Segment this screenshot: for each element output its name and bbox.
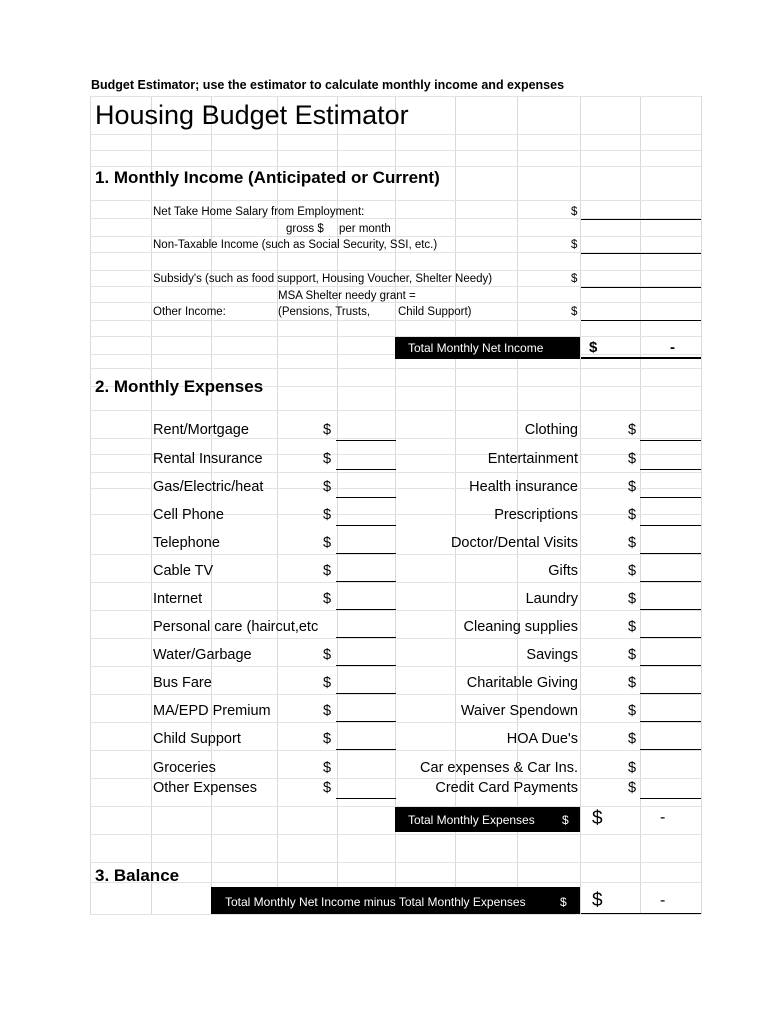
grid-row-line xyxy=(90,236,701,237)
expense-right-currency: $ xyxy=(628,780,637,796)
expense-right-input-line[interactable] xyxy=(640,469,701,470)
balance-value: - xyxy=(660,892,666,909)
grid-row-line xyxy=(90,862,701,863)
grid-row-line xyxy=(90,150,701,151)
page-title: Housing Budget Estimator xyxy=(95,100,409,130)
total-expenses-currency: $ xyxy=(592,808,603,829)
expense-left-input-line[interactable] xyxy=(336,525,396,526)
grid-row-line xyxy=(90,778,701,779)
expense-right-label: Car expenses & Car Ins. xyxy=(420,760,578,776)
expense-right-input-line[interactable] xyxy=(640,609,701,610)
expense-right-currency: $ xyxy=(628,507,637,523)
expense-left-input-line[interactable] xyxy=(336,798,396,799)
subsidy-input-line[interactable] xyxy=(581,287,701,288)
expense-right-currency: $ xyxy=(628,619,637,635)
expense-left-label: Cell Phone xyxy=(153,507,224,523)
expense-left-label: Telephone xyxy=(153,535,220,551)
expense-left-input-line[interactable] xyxy=(336,497,396,498)
expense-right-currency: $ xyxy=(628,760,637,776)
grid-row-line xyxy=(90,472,701,473)
total-income-currency: $ xyxy=(589,339,598,356)
grid-row-line xyxy=(90,96,701,97)
expense-right-label: Savings xyxy=(526,647,578,663)
other-income-label: Other Income: xyxy=(153,306,226,318)
expense-right-currency: $ xyxy=(628,535,637,551)
expense-right-label: Waiver Spendown xyxy=(460,703,578,719)
expense-left-currency: $ xyxy=(323,760,332,776)
expense-left-currency: $ xyxy=(323,703,332,719)
nontaxable-label: Non-Taxable Income (such as Social Security, SSI, etc.) xyxy=(153,239,438,251)
salary-input-line[interactable] xyxy=(581,219,701,220)
expense-right-input-line[interactable] xyxy=(640,665,701,666)
expense-right-currency: $ xyxy=(628,647,637,663)
expense-left-label: Child Support xyxy=(153,731,241,747)
expense-left-label: Water/Garbage xyxy=(153,647,252,663)
expense-right-label: Gifts xyxy=(548,563,578,579)
grid-row-line xyxy=(90,638,701,639)
total-income-label-box xyxy=(395,337,580,359)
msa-label: MSA Shelter needy grant = xyxy=(278,290,416,302)
expense-left-label: Groceries xyxy=(153,760,216,776)
expense-left-currency: $ xyxy=(323,591,332,607)
balance-label-box xyxy=(211,887,580,914)
expense-left-label: Cable TV xyxy=(153,563,214,579)
expense-left-currency: $ xyxy=(323,422,332,438)
other-income-input-line[interactable] xyxy=(581,320,701,321)
grid-column-line xyxy=(701,96,702,914)
expense-right-input-line[interactable] xyxy=(640,525,701,526)
expense-left-label: Bus Fare xyxy=(153,675,212,691)
salary-label: Net Take Home Salary from Employment: xyxy=(153,206,365,218)
expense-right-input-line[interactable] xyxy=(640,798,701,799)
expenses-heading: 2. Monthly Expenses xyxy=(95,377,264,396)
other-income-currency: $ xyxy=(571,306,578,318)
expense-right-currency: $ xyxy=(628,451,637,467)
grid-row-line xyxy=(90,134,701,135)
balance-label: Total Monthly Net Income minus Total Monthly Expenses xyxy=(225,895,526,909)
expense-right-currency: $ xyxy=(628,591,637,607)
expense-right-input-line[interactable] xyxy=(640,553,701,554)
salary-currency: $ xyxy=(571,206,578,218)
expense-left-input-line[interactable] xyxy=(336,469,396,470)
expense-right-label: Entertainment xyxy=(487,451,578,467)
gross-label: gross $ xyxy=(286,223,324,235)
expense-right-label: Credit Card Payments xyxy=(435,780,578,796)
grid-row-line xyxy=(90,834,701,835)
expense-left-label: Personal care (haircut,etc xyxy=(153,619,319,635)
expense-left-label: Rent/Mortgage xyxy=(153,422,249,438)
expense-left-label: Rental Insurance xyxy=(153,451,263,467)
page-caption: Budget Estimator; use the estimator to calculate monthly income and expenses xyxy=(91,78,565,92)
grid-row-line xyxy=(90,270,701,271)
expense-left-input-line[interactable] xyxy=(336,609,396,610)
grid-row-line xyxy=(90,694,701,695)
balance-heading: 3. Balance xyxy=(95,866,180,885)
total-expenses-box-currency: $ xyxy=(562,813,569,827)
expense-right-currency: $ xyxy=(628,731,637,747)
grid-row-line xyxy=(90,302,701,303)
grid-row-line xyxy=(90,166,701,167)
expense-right-label: Doctor/Dental Visits xyxy=(450,535,578,551)
expense-left-currency: $ xyxy=(323,507,332,523)
expense-right-currency: $ xyxy=(628,703,637,719)
expense-right-input-line[interactable] xyxy=(640,693,701,694)
nontaxable-input-line[interactable] xyxy=(581,253,701,254)
expense-right-currency: $ xyxy=(628,563,637,579)
expense-left-currency: $ xyxy=(323,563,332,579)
pensions-label: (Pensions, Trusts, xyxy=(278,306,371,318)
nontaxable-currency: $ xyxy=(571,239,578,251)
expense-left-label: MA/EPD Premium xyxy=(153,703,271,719)
expense-right-input-line[interactable] xyxy=(640,440,701,441)
subsidy-currency: $ xyxy=(571,273,578,285)
grid-row-line xyxy=(90,582,701,583)
expense-left-currency: $ xyxy=(323,479,332,495)
expense-left-label: Other Expenses xyxy=(153,780,257,796)
expense-left-input-line[interactable] xyxy=(336,749,396,750)
expense-left-input-line[interactable] xyxy=(336,581,396,582)
grid-row-line xyxy=(90,666,701,667)
grid-row-line xyxy=(90,610,701,611)
total-income-value: - xyxy=(670,339,675,356)
expense-left-label: Gas/Electric/heat xyxy=(153,479,264,495)
grid-row-line xyxy=(90,882,701,883)
grid-row-line xyxy=(90,914,701,915)
expense-right-label: Health insurance xyxy=(469,479,578,495)
expense-right-currency: $ xyxy=(628,479,637,495)
expense-left-currency: $ xyxy=(323,451,332,467)
total-income-label: Total Monthly Net Income xyxy=(408,341,544,355)
grid-row-line xyxy=(90,438,701,439)
expense-left-currency: $ xyxy=(323,647,332,663)
expense-left-input-line[interactable] xyxy=(336,440,396,441)
balance-currency: $ xyxy=(592,890,603,911)
balance-box-currency: $ xyxy=(560,895,567,909)
expense-left-input-line[interactable] xyxy=(336,637,396,638)
expense-right-label: Laundry xyxy=(525,591,578,607)
expense-left-currency: $ xyxy=(323,535,332,551)
balance-underline xyxy=(581,913,701,914)
expense-left-input-line[interactable] xyxy=(336,665,396,666)
expense-left-currency: $ xyxy=(323,731,332,747)
expense-right-input-line[interactable] xyxy=(640,749,701,750)
expense-right-currency: $ xyxy=(628,675,637,691)
expense-right-label: Charitable Giving xyxy=(466,675,578,691)
expense-right-input-line[interactable] xyxy=(640,497,701,498)
grid-row-line xyxy=(90,722,701,723)
total-expenses-label-box xyxy=(395,807,580,832)
grid-row-line xyxy=(90,554,701,555)
expense-right-input-line[interactable] xyxy=(640,637,701,638)
expense-right-input-line[interactable] xyxy=(640,581,701,582)
grid-row-line xyxy=(90,368,701,369)
expense-left-currency: $ xyxy=(323,675,332,691)
expense-right-label: Cleaning supplies xyxy=(463,619,578,635)
expense-right-label: HOA Due's xyxy=(506,731,578,747)
expense-right-input-line[interactable] xyxy=(640,721,701,722)
grid-row-line xyxy=(90,200,701,201)
grid-row-line xyxy=(90,750,701,751)
subsidy-label: Subsidy's (such as food support, Housing Voucher, Shelter Needy) xyxy=(153,273,493,285)
expense-left-input-line[interactable] xyxy=(336,721,396,722)
expense-right-currency: $ xyxy=(628,422,637,438)
expense-left-label: Internet xyxy=(153,591,203,607)
expense-left-input-line[interactable] xyxy=(336,693,396,694)
income-heading: 1. Monthly Income (Anticipated or Current) xyxy=(95,168,440,187)
per-month-label: per month xyxy=(339,223,391,235)
grid-row-line xyxy=(90,410,701,411)
expense-left-currency: $ xyxy=(323,780,332,796)
expense-right-label: Prescriptions xyxy=(494,507,578,523)
child-support-income-label: Child Support) xyxy=(398,306,472,318)
expense-left-input-line[interactable] xyxy=(336,553,396,554)
expense-right-label: Clothing xyxy=(524,422,578,438)
total-expenses-value: - xyxy=(660,809,666,826)
total-expenses-label: Total Monthly Expenses xyxy=(408,813,535,827)
total-income-underline xyxy=(581,357,701,359)
